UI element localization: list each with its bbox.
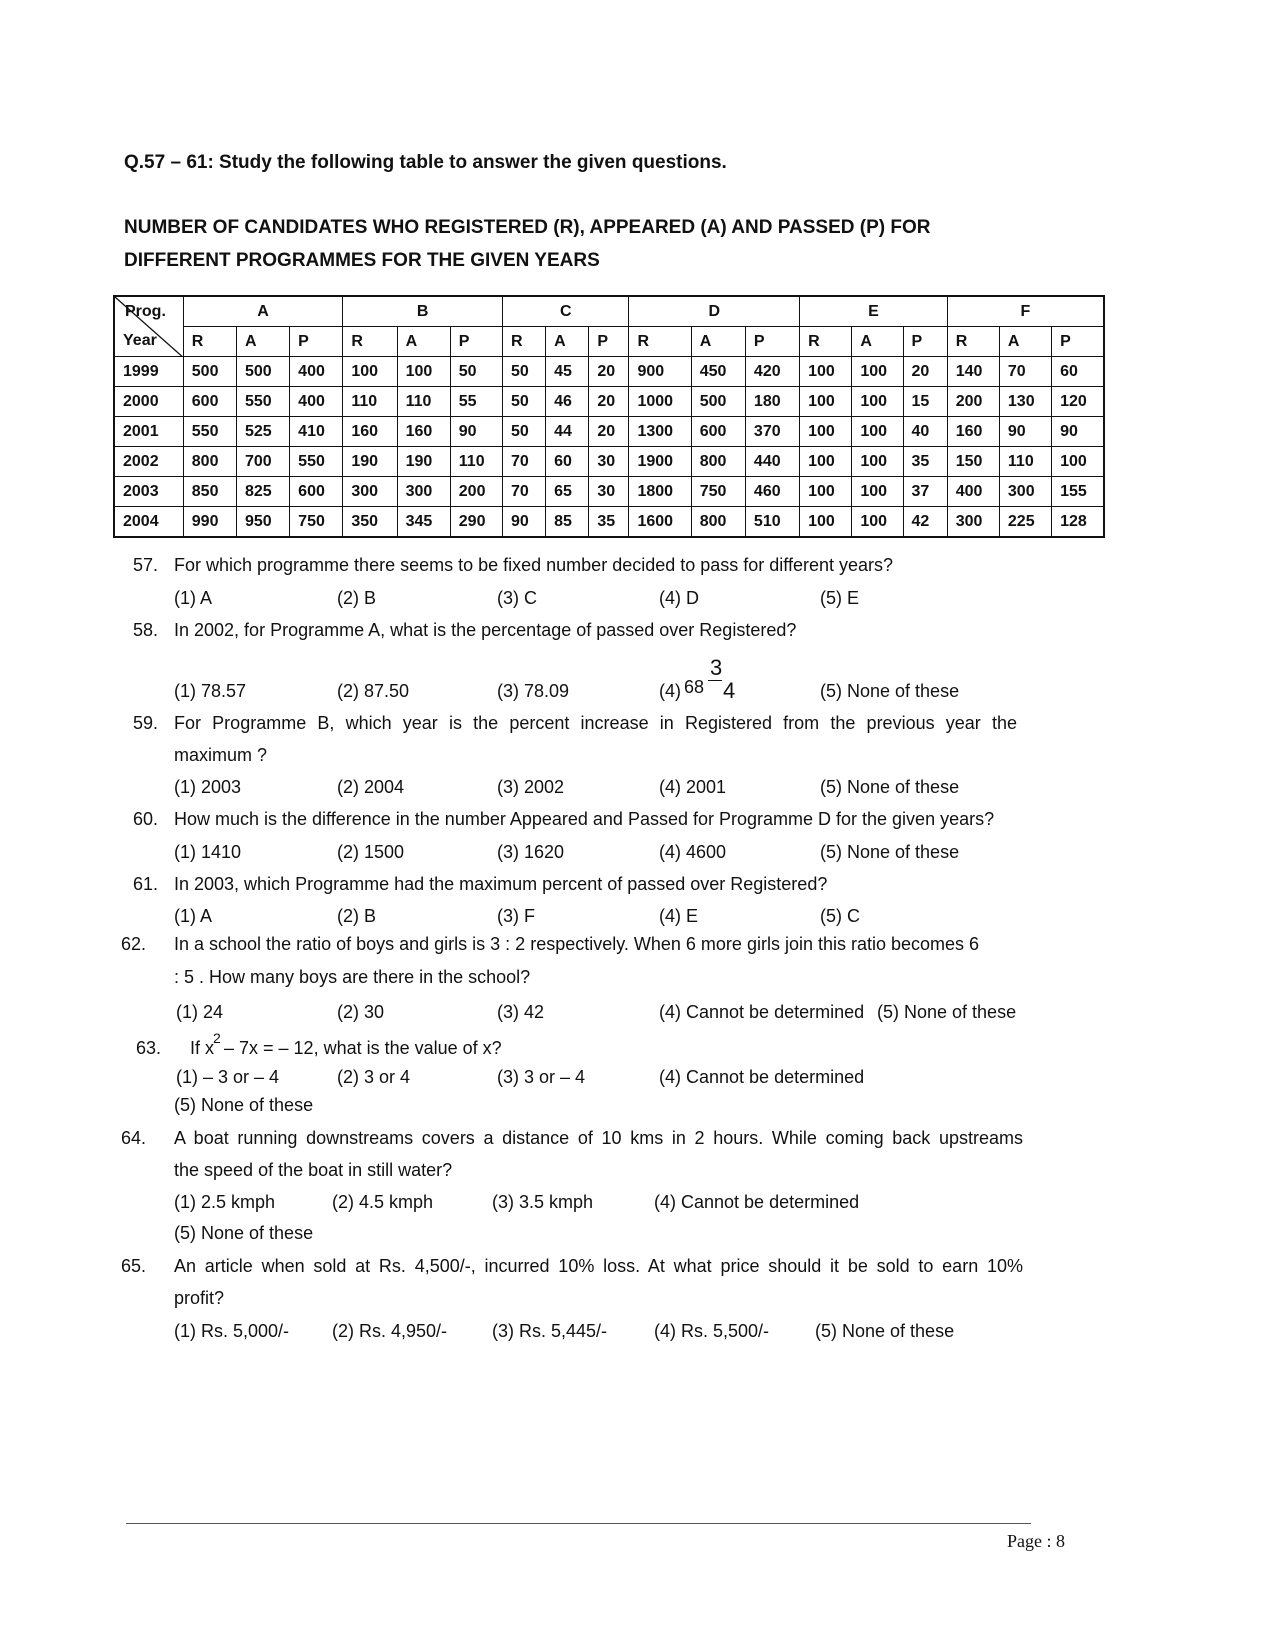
q64-option-5: (5) None of these	[174, 1223, 314, 1243]
q63-text-end: – 7x = – 12, what is the value of x?	[224, 1038, 502, 1058]
q62-option-2: (2) 30	[337, 1002, 385, 1022]
q58-text: In 2002, for Programme A, what is the percentage of passed over Registered?	[174, 620, 797, 640]
table-cell: 160	[343, 417, 397, 447]
table-cell: 500	[691, 387, 745, 417]
table-cell: 345	[397, 507, 450, 538]
q59-option-3: (3) 2002	[497, 777, 565, 797]
q60-option-2: (2) 1500	[337, 842, 405, 862]
year-cell: 2004	[114, 507, 183, 538]
q57-option-5: (5) E	[820, 588, 860, 608]
subheader-a-p: P	[290, 327, 343, 357]
table-cell: 550	[183, 417, 236, 447]
table-cell: 510	[745, 507, 799, 538]
table-cell: 410	[290, 417, 343, 447]
table-cell: 65	[546, 477, 589, 507]
year-cell: 2001	[114, 417, 183, 447]
subheader-b-a: A	[397, 327, 450, 357]
q64-text-line1: A boat running downstreams covers a distance of 10 kms in 2 hours. While coming back upstreams	[174, 1128, 1023, 1148]
subheader-b-p: P	[450, 327, 502, 357]
table-cell: 155	[1052, 477, 1104, 507]
table-cell: 60	[1052, 357, 1104, 387]
table-cell: 1300	[629, 417, 691, 447]
table-cell: 100	[800, 477, 852, 507]
intro-heading: Q.57 – 61: Study the following table to answer the given questions.	[124, 152, 727, 173]
table-cell: 100	[800, 387, 852, 417]
table-cell: 225	[999, 507, 1051, 538]
q58-option-4: (4)	[659, 681, 681, 701]
q65-text-line2: profit?	[174, 1288, 225, 1308]
subheader-c-a: A	[546, 327, 589, 357]
table-cell: 35	[903, 447, 947, 477]
table-cell: 1800	[629, 477, 691, 507]
table-row	[114, 417, 1104, 447]
table-cell: 100	[800, 507, 852, 538]
table-cell: 400	[290, 387, 343, 417]
table-cell: 750	[290, 507, 343, 538]
table-row	[114, 477, 1104, 507]
table-cell: 44	[546, 417, 589, 447]
table-cell: 37	[903, 477, 947, 507]
table-cell: 50	[450, 357, 502, 387]
subheader-c-p: P	[589, 327, 629, 357]
table-cell: 100	[852, 447, 903, 477]
q58-option-2: (2) 87.50	[337, 681, 410, 701]
table-cell: 300	[999, 477, 1051, 507]
subheader-a-r: R	[183, 327, 236, 357]
q64-number: 64.	[120, 1128, 146, 1148]
corner-prog-label: Prog.	[125, 302, 166, 320]
table-cell: 42	[903, 507, 947, 538]
q64-option-4: (4) Cannot be determined	[654, 1192, 860, 1212]
table-cell: 500	[236, 357, 289, 387]
table-cell: 40	[903, 417, 947, 447]
table-cell: 20	[589, 357, 629, 387]
table-cell: 100	[852, 507, 903, 538]
table-cell: 825	[236, 477, 289, 507]
corner-cell	[114, 296, 183, 327]
table-cell: 20	[903, 357, 947, 387]
q57-option-4: (4) D	[659, 588, 699, 608]
table-cell: 990	[183, 507, 236, 538]
q62-option-1: (1) 24	[176, 1002, 224, 1022]
table-cell: 100	[852, 477, 903, 507]
table-title-line2: DIFFERENT PROGRAMMES FOR THE GIVEN YEARS	[124, 250, 600, 271]
table-cell: 130	[999, 387, 1051, 417]
subheader-b-r: R	[343, 327, 397, 357]
table-cell: 70	[502, 447, 545, 477]
table-cell: 70	[999, 357, 1051, 387]
table-cell: 800	[691, 507, 745, 538]
q64-text-line2: the speed of the boat in still water?	[174, 1160, 453, 1180]
q64-option-2: (2) 4.5 kmph	[332, 1192, 434, 1212]
subheader-e-a: A	[852, 327, 903, 357]
q62-text-line2: : 5 . How many boys are there in the school?	[174, 967, 531, 987]
q59-option-4: (4) 2001	[659, 777, 727, 797]
programme-header-row	[114, 296, 1104, 327]
table-cell: 100	[852, 417, 903, 447]
q65-number: 65.	[120, 1256, 146, 1276]
q62-option-3: (3) 42	[497, 1002, 545, 1022]
table-cell: 50	[502, 387, 545, 417]
sub-header-row	[114, 327, 1104, 357]
year-cell: 2002	[114, 447, 183, 477]
table-cell: 400	[947, 477, 999, 507]
q59-text-line2: maximum ?	[174, 745, 268, 765]
q57-option-1: (1) A	[174, 588, 213, 608]
subheader-e-r: R	[800, 327, 852, 357]
table-cell: 850	[183, 477, 236, 507]
year-cell: 1999	[114, 357, 183, 387]
q59-option-2: (2) 2004	[337, 777, 405, 797]
table-cell: 160	[397, 417, 450, 447]
corner-year-label: Year	[114, 327, 183, 357]
table-cell: 600	[290, 477, 343, 507]
table-cell: 90	[999, 417, 1051, 447]
q58-option-5: (5) None of these	[820, 681, 960, 701]
table-cell: 400	[290, 357, 343, 387]
q61-number: 61.	[132, 874, 158, 894]
q57-text: For which programme there seems to be fixed number decided to pass for different years?	[174, 555, 894, 575]
q57-number: 57.	[132, 555, 158, 575]
table-cell: 100	[800, 447, 852, 477]
q60-number: 60.	[132, 809, 158, 829]
footer-rule	[126, 1523, 1031, 1524]
table-cell: 290	[450, 507, 502, 538]
table-cell: 200	[450, 477, 502, 507]
table-cell: 525	[236, 417, 289, 447]
programme-b-header: B	[343, 296, 503, 327]
table-cell: 20	[589, 387, 629, 417]
subheader-d-p: P	[745, 327, 799, 357]
q63-option-5: (5) None of these	[174, 1095, 314, 1115]
table-cell: 100	[397, 357, 450, 387]
table-cell: 90	[1052, 417, 1104, 447]
q60-option-3: (3) 1620	[497, 842, 565, 862]
programme-a-header: A	[183, 296, 343, 327]
subheader-a-a: A	[236, 327, 289, 357]
table-cell: 1900	[629, 447, 691, 477]
table-cell: 100	[343, 357, 397, 387]
q61-option-3: (3) F	[497, 906, 535, 926]
subheader-f-r: R	[947, 327, 999, 357]
table-cell: 100	[800, 417, 852, 447]
q58-fraction-bar	[708, 680, 722, 681]
table-cell: 50	[502, 357, 545, 387]
table-cell: 550	[290, 447, 343, 477]
table-cell: 300	[343, 477, 397, 507]
table-cell: 45	[546, 357, 589, 387]
q59-number: 59.	[132, 713, 158, 733]
table-cell: 370	[745, 417, 799, 447]
table-row	[114, 357, 1104, 387]
q65-option-1: (1) Rs. 5,000/-	[174, 1321, 290, 1341]
programme-e-header: E	[800, 296, 948, 327]
table-cell: 350	[343, 507, 397, 538]
table-cell: 110	[397, 387, 450, 417]
table-cell: 140	[947, 357, 999, 387]
table-cell: 800	[691, 447, 745, 477]
table-cell: 1600	[629, 507, 691, 538]
programme-d-header: D	[629, 296, 800, 327]
programme-c-header: C	[502, 296, 629, 327]
table-cell: 55	[450, 387, 502, 417]
table-cell: 500	[183, 357, 236, 387]
table-cell: 35	[589, 507, 629, 538]
subheader-e-p: P	[903, 327, 947, 357]
q59-option-1: (1) 2003	[174, 777, 242, 797]
subheader-d-r: R	[629, 327, 691, 357]
table-cell: 300	[397, 477, 450, 507]
table-row	[114, 447, 1104, 477]
q60-text: How much is the difference in the number Appeared and Passed for Programme D for the given years?	[174, 809, 995, 829]
table-cell: 90	[450, 417, 502, 447]
year-cell: 2003	[114, 477, 183, 507]
table-cell: 420	[745, 357, 799, 387]
table-cell: 550	[236, 387, 289, 417]
table-cell: 190	[397, 447, 450, 477]
table-cell: 100	[852, 357, 903, 387]
table-cell: 60	[546, 447, 589, 477]
table-cell: 110	[343, 387, 397, 417]
q57-option-2: (2) B	[337, 588, 377, 608]
table-cell: 150	[947, 447, 999, 477]
q61-option-1: (1) A	[174, 906, 213, 926]
q65-option-4: (4) Rs. 5,500/-	[654, 1321, 770, 1341]
q63-option-4: (4) Cannot be determined	[659, 1067, 865, 1087]
table-cell: 70	[502, 477, 545, 507]
table-cell: 100	[1052, 447, 1104, 477]
table-cell: 110	[999, 447, 1051, 477]
q63-option-3: (3) 3 or – 4	[497, 1067, 586, 1087]
q58-fraction-denominator: 4	[723, 678, 736, 703]
q61-option-5: (5) C	[820, 906, 860, 926]
q58-number: 58.	[132, 620, 158, 640]
q61-text: In 2003, which Programme had the maximum percent of passed over Registered?	[174, 874, 828, 894]
q63-superscript: 2	[213, 1030, 221, 1046]
table-cell: 450	[691, 357, 745, 387]
q65-option-3: (3) Rs. 5,445/-	[492, 1321, 608, 1341]
table-row	[114, 507, 1104, 538]
subheader-d-a: A	[691, 327, 745, 357]
table-body	[114, 357, 1104, 538]
subheader-f-p: P	[1052, 327, 1104, 357]
table-cell: 120	[1052, 387, 1104, 417]
table-cell: 950	[236, 507, 289, 538]
table-cell: 460	[745, 477, 799, 507]
table-cell: 160	[947, 417, 999, 447]
table-cell: 46	[546, 387, 589, 417]
table-cell: 30	[589, 477, 629, 507]
table-cell: 600	[183, 387, 236, 417]
table-cell: 50	[502, 417, 545, 447]
table-cell: 600	[691, 417, 745, 447]
table-cell: 128	[1052, 507, 1104, 538]
data-table	[113, 295, 1105, 538]
diagonal-line	[115, 297, 183, 357]
table-row	[114, 387, 1104, 417]
q58-fraction-numerator: 3	[710, 655, 723, 680]
q58-fraction-whole: 68	[684, 677, 705, 697]
programme-f-header: F	[947, 296, 1104, 327]
q65-text-line1: An article when sold at Rs. 4,500/-, incurred 10% loss. At what price should it be sold to earn 10%	[174, 1256, 1023, 1276]
q57-option-3: (3) C	[497, 588, 537, 608]
table-cell: 110	[450, 447, 502, 477]
table-title-line1: NUMBER OF CANDIDATES WHO REGISTERED (R), APPEARED (A) AND PASSED (P) FOR	[124, 217, 931, 238]
q60-option-4: (4) 4600	[659, 842, 727, 862]
table-cell: 180	[745, 387, 799, 417]
table-cell: 440	[745, 447, 799, 477]
q65-option-5: (5) None of these	[815, 1321, 955, 1341]
table-cell: 700	[236, 447, 289, 477]
year-cell: 2000	[114, 387, 183, 417]
q62-option-4: (4) Cannot be determined	[659, 1002, 865, 1022]
table-cell: 800	[183, 447, 236, 477]
table-cell: 85	[546, 507, 589, 538]
q63-text-start: If x	[190, 1038, 215, 1058]
q64-option-1: (1) 2.5 kmph	[174, 1192, 276, 1212]
table-cell: 30	[589, 447, 629, 477]
q62-option-5: (5) None of these	[877, 1002, 1017, 1022]
q59-option-5: (5) None of these	[820, 777, 960, 797]
table-cell: 300	[947, 507, 999, 538]
subheader-c-r: R	[502, 327, 545, 357]
page-number: Page : 8	[1007, 1531, 1065, 1551]
table-cell: 200	[947, 387, 999, 417]
table-cell: 100	[852, 387, 903, 417]
q58-option-1: (1) 78.57	[174, 681, 247, 701]
table-cell: 190	[343, 447, 397, 477]
q63-option-2: (2) 3 or 4	[337, 1067, 411, 1087]
table-cell: 1000	[629, 387, 691, 417]
q62-text-line1: In a school the ratio of boys and girls is 3 : 2 respectively. When 6 more girls join this ratio becomes 6	[174, 934, 980, 954]
table-cell: 750	[691, 477, 745, 507]
q64-option-3: (3) 3.5 kmph	[492, 1192, 594, 1212]
q61-option-4: (4) E	[659, 906, 699, 926]
q60-option-5: (5) None of these	[820, 842, 960, 862]
table-cell: 15	[903, 387, 947, 417]
q62-number: 62.	[120, 934, 146, 954]
subheader-f-a: A	[999, 327, 1051, 357]
q61-option-2: (2) B	[337, 906, 377, 926]
table-cell: 100	[800, 357, 852, 387]
table-cell: 20	[589, 417, 629, 447]
q60-option-1: (1) 1410	[174, 842, 242, 862]
q59-text-line1: For Programme B, which year is the percent increase in Registered from the previous year the	[174, 713, 1017, 733]
table-cell: 900	[629, 357, 691, 387]
q65-option-2: (2) Rs. 4,950/-	[332, 1321, 448, 1341]
q63-number: 63.	[135, 1038, 161, 1058]
q58-option-3: (3) 78.09	[497, 681, 570, 701]
table-cell: 90	[502, 507, 545, 538]
q63-option-1: (1) – 3 or – 4	[176, 1067, 280, 1087]
